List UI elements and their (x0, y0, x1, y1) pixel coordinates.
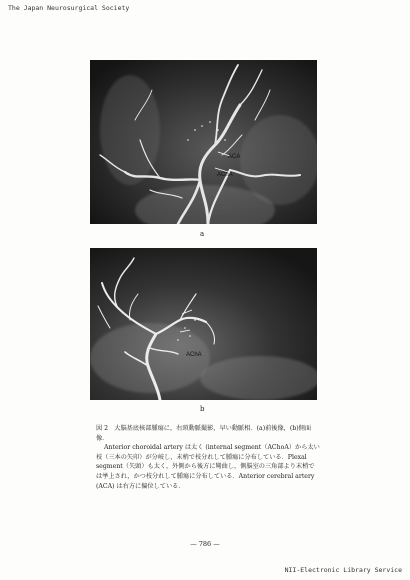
page-number: — 786 — (190, 540, 220, 548)
acha-label-a: AChA (217, 172, 233, 178)
figure-caption (96, 424, 320, 491)
figure-letter-b: b (200, 405, 205, 413)
caption-title: 図 2 大脳基底核部腫瘍に，右頸動脈撮影，早い動脈相．(a)前後像，(b)側面像． (96, 425, 312, 442)
library-service-footer: NII-Electronic Library Service (284, 566, 402, 574)
angiogram-figure-a (90, 60, 317, 224)
figure-letter-a: a (200, 230, 205, 238)
angiogram-figure-b (90, 248, 317, 400)
society-header: The Japan Neurosurgical Society (8, 4, 130, 12)
caption-body: Anterior choroidal artery は太く (internal segment（AChoA）から太い枝（三本の矢印）が分岐し，末梢で枝分れして腫瘍に分布している．Plexal segment（矢頭）も太く，外側から後方に彎曲し，側脳室の三角部より末梢では挙上され，かつ枝分れして腫瘍に分布している．Anterior cerebral artery (ACA) は右方に偏位している． (96, 444, 320, 490)
angiogram-a-image (90, 60, 317, 224)
aca-label-a: ACA (228, 154, 241, 160)
angiogram-b-image (90, 248, 317, 400)
acha-label-b: AChA (186, 352, 202, 358)
